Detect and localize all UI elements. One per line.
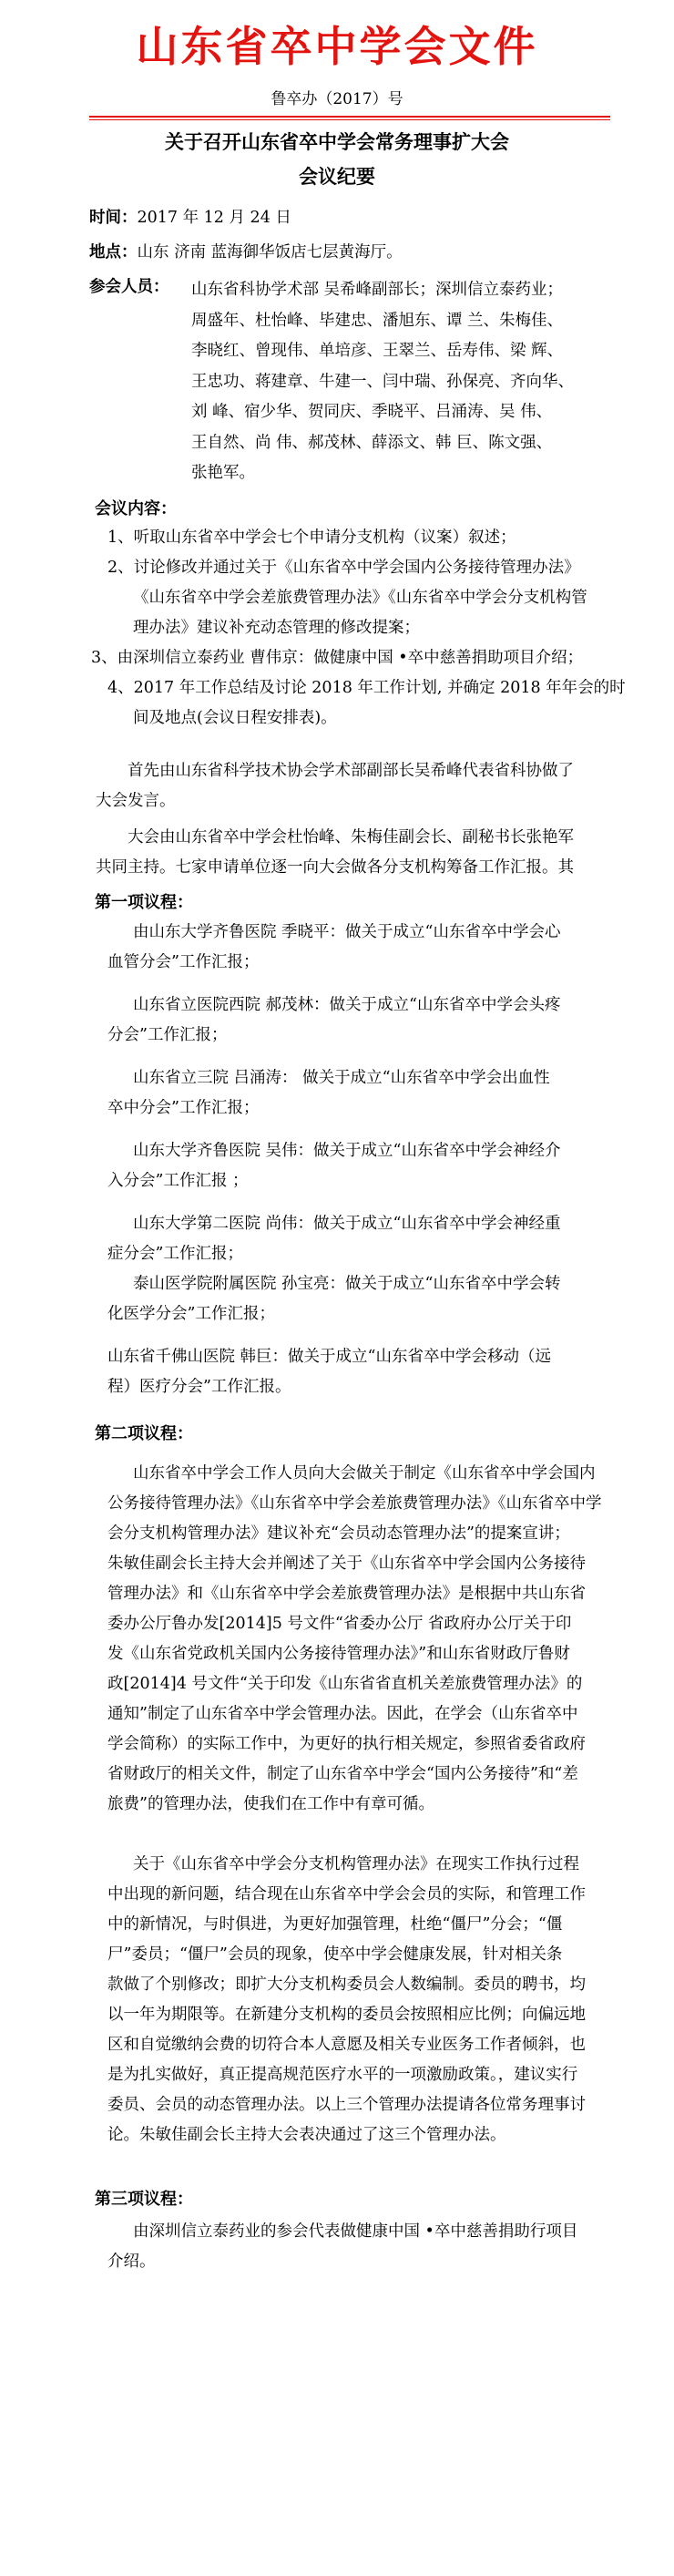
report-line: 山东省千佛山医院 韩巨：做关于成立“山东省卒中学会移动（远	[107, 1348, 552, 1366]
red-divider-thin	[89, 119, 610, 120]
attendees-line: 张艳军。	[191, 464, 255, 482]
section-2-label: 第二项议程：	[95, 1424, 193, 1443]
agenda-item: 4、2017 年工作总结及讨论 2018 年工作计划, 并确定 2018 年年会的时	[107, 679, 626, 697]
section-2-line: 学会简称）的实际工作中，为更好的执行相关规定，参照省委省政府	[107, 1735, 586, 1753]
section-2-line: 发《山东省党政机关国内公务接待管理办法》”和山东省财政厅鲁财	[107, 1645, 570, 1663]
report-line: 山东大学第二医院 尚伟：做关于成立“山东省卒中学会神经重	[133, 1215, 561, 1233]
section-2-line: 中出现的新问题，结合现在山东省卒中学会会员的实际，和管理工作	[107, 1885, 586, 1904]
report-line: 卒中分会”工作汇报；	[107, 1099, 260, 1117]
intro-paragraph-2: 大会由山东省卒中学会杜怡峰、朱梅佳副会长、副秘书长张艳军共同主持。七家申请单位逐一向大会做各分支机构筹备工作汇报。其	[96, 828, 574, 877]
section-1-label: 第一项议程：	[95, 893, 193, 912]
time-label: 时间：	[89, 209, 138, 227]
agenda-item: 间及地点(会议日程安排表)。	[133, 709, 337, 727]
report-line: 泰山医学院附属医院 孙宝亮：做关于成立“山东省卒中学会转	[133, 1275, 561, 1293]
meeting-title-line-1: 关于召开山东省卒中学会常务理事扩大会	[165, 130, 509, 153]
section-3-line: 介绍。	[107, 2253, 156, 2271]
section-3-line: 由深圳信立泰药业的参会代表做健康中国 •卒中慈善捐助行项目	[133, 2222, 578, 2241]
report-line: 程）医疗分会”工作汇报。	[107, 1378, 291, 1396]
attendees-list	[191, 275, 628, 489]
agenda-item: 1、听取山东省卒中学会七个申请分支机构（议案）叙述；	[107, 529, 516, 547]
intro-paragraph-1: 首先由山东省科学技术协会学术部副部长吴希峰代表省科协做了大会发言。	[96, 762, 574, 810]
attendees-line: 李晓红、曾现伟、单培彦、王翠兰、岳寿伟、梁 辉、	[191, 342, 564, 360]
red-divider	[89, 116, 610, 118]
agenda-item: 理办法》建议补充动态管理的修改提案；	[133, 619, 420, 637]
attendees-line: 王忠功、蒋建章、牛建一、闫中瑞、孙保亮、齐向华、	[191, 372, 574, 391]
report-line: 山东大学齐鲁医院 吴伟：做关于成立“山东省卒中学会神经介	[133, 1142, 561, 1160]
section-3-label: 第三项议程：	[95, 2190, 193, 2209]
report-line: 由山东大学齐鲁医院 季晓平：做关于成立“山东省卒中学会心	[133, 923, 561, 941]
document-number: 鲁卒办（2017）号	[271, 90, 403, 108]
document-header-title: 山东省卒中学会文件	[136, 22, 538, 71]
report-line: 入分会”工作汇报 ；	[107, 1172, 249, 1190]
section-2-line: 关于《山东省卒中学会分支机构管理办法》在现实工作执行过程	[133, 1855, 579, 1873]
attendees-line: 山东省科协学术部 吴希峰副部长；深圳信立泰药业；	[191, 281, 564, 299]
section-2-line: 以一年为期限等。在新建分支机构的委员会按照相应比例；向偏远地	[107, 2006, 586, 2024]
place-row	[89, 241, 403, 265]
section-2-line: 款做了个别修改；即扩大分支机构委员会人数编制。委员的聘书，均	[107, 1976, 586, 1994]
section-2-line: 通知”制定了山东省卒中学会管理办法。因此，在学会（山东省卒中	[107, 1705, 578, 1723]
agenda-label: 会议内容：	[95, 499, 177, 518]
agenda-item: 3、由深圳信立泰药业 曹伟京：做健康中国 •卒中慈善捐助项目介绍；	[91, 649, 584, 667]
agenda-item: 《山东省卒中学会差旅费管理办法》《山东省卒中学会分支机构管	[133, 589, 587, 607]
attendees-line: 王自然、尚 伟、郝茂林、薛添文、韩 巨、陈文强、	[191, 433, 553, 452]
agenda-item: 2、讨论修改并通过关于《山东省卒中学会国内公务接待管理办法》	[107, 559, 580, 577]
section-2-line: 会分支机构管理办法》建议补充“会员动态管理办法”的提案宣讲；	[107, 1524, 570, 1543]
report-line: 山东省立医院西院 郝茂林：做关于成立“山东省卒中学会头疼	[133, 996, 561, 1014]
section-2-line: 朱敏佳副会长主持大会并阐述了关于《山东省卒中学会国内公务接待	[107, 1555, 586, 1573]
section-2-line: 论。朱敏佳副会长主持大会表决通过了这三个管理办法。	[107, 2126, 506, 2144]
attendees-label: 参会人员：	[89, 278, 169, 296]
report-line: 分会”工作汇报；	[107, 1026, 228, 1044]
report-line: 血管分会”工作汇报；	[107, 953, 260, 971]
section-2-line: 委办公厅鲁办发[2014]5 号文件“省委办公厅 省政府办公厅关于印	[107, 1615, 572, 1633]
attendees-line: 周盛年、杜怡峰、毕建忠、潘旭东、谭 兰、朱梅佳、	[191, 311, 564, 330]
time-value: 2017 年 12 月 24 日	[137, 209, 291, 227]
section-2-line: 是为扎实做好，真正提高规范医疗水平的一项激励政策。，建议实行	[107, 2066, 578, 2084]
section-2-line: 区和自觉缴纳会费的切符合本人意愿及相关专业医务工作者倾斜，也	[107, 2036, 586, 2054]
place-value: 山东 济南 蓝海御华饭店七层黄海厅。	[137, 243, 403, 262]
section-2-line: 中的新情况，与时俱进，为更好加强管理，杜绝“僵尸”分会；“僵	[107, 1915, 563, 1934]
section-2-line: 山东省卒中学会工作人员向大会做关于制定《山东省卒中学会国内	[133, 1464, 596, 1483]
report-line: 化医学分会”工作汇报；	[107, 1305, 275, 1323]
section-2-line: 公务接待管理办法》《山东省卒中学会差旅费管理办法》《山东省卒中学	[107, 1494, 602, 1513]
section-2-line: 政[2014]4 号文件“关于印发《山东省省直机关差旅费管理办法》的	[107, 1675, 583, 1693]
time-row	[89, 206, 291, 231]
section-2-line: 管理办法》和《山东省卒中学会差旅费管理办法》是根据中共山东省	[107, 1585, 586, 1603]
report-line: 症分会”工作汇报；	[107, 1245, 243, 1263]
section-2-line: 旅费”的管理办法，使我们在工作中有章可循。	[107, 1795, 434, 1813]
attendees-line: 刘 峰、宿少华、贺同庆、季晓平、吕涌涛、吴 伟、	[191, 403, 553, 421]
section-2-line: 省财政厅的相关文件，制定了山东省卒中学会“国内公务接待”和“差	[107, 1765, 578, 1783]
section-2-line: 尸”委员；“僵尸”会员的现象，使卒中学会健康发展，针对相关条	[107, 1945, 563, 1964]
place-label: 地点：	[89, 243, 138, 262]
section-2-line: 委员、会员的动态管理办法。以上三个管理办法提请各位常务理事讨	[107, 2096, 586, 2114]
meeting-title-line-2: 会议纪要	[299, 165, 375, 188]
report-line: 山东省立三院 吕涌涛： 做关于成立“山东省卒中学会出血性	[133, 1069, 550, 1087]
